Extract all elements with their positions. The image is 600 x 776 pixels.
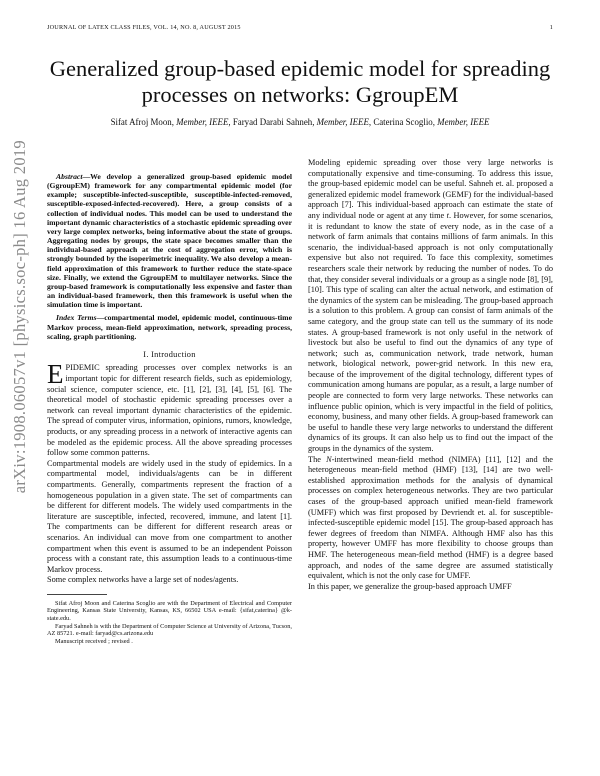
author-3: , Caterina Scoglio, <box>368 117 438 127</box>
abstract-text: —We develop a generalized group-based epidemic model (GgroupEM) framework for any compartmental epidemic model (for example; susceptible-infected-susceptible, susceptible-infected-removed, susceptible-exposed-infected-recovered). Here, a group consists of a collection of individual nodes. This model can be used to understand the important dynamic characteristics of a stochastic epidemic spreading over very large complex networks, being informative about the state of groups. Aggregating nodes by groups, the state space becomes smaller than the individual-based approach at the cost of aggregation error, which is strongly bounded by the isoperimetric inequality. We also develop a mean-field approximation of this framework to further reduce the state-space size. Finally, we extend the GgroupEM to multilayer networks. Since the group-based framework is computationally less expensive and faster than an individual-based framework, then this framework is useful when the simulation time is important. <box>47 172 292 310</box>
author-2: , Faryad Darabi Sahneh, <box>228 117 317 127</box>
arxiv-stamp <box>10 140 34 590</box>
right-paragraph-1-part-a: Modeling epidemic spreading over those very large networks is computationally expensive and time-consuming. To address this issue, the group-based epidemic model can be useful. Sahneh et. al. proposed a generalized epidemic model framework (GEMF) for the individual-based approach [7]. This individual-based approach can estimate the state of any individual node or agent at any time <box>308 158 553 220</box>
intro-paragraph-2: Compartmental models are widely used in the study of epidemics. In a compartmental model, individuals/agents can be in different compartments. Generally, compartments represent the fraction of a homogeneous population in a given state. The set of compartments can be different for different models. The widely used compartments in the literature are susceptible, infected, recovered, immune, and latent [1]. The compartments can be different for different research areas or scenarios. An individual can move from one compartment to another compartment when this event is assumed to be an independent Poisson process with a constant rate, this assumption leads to a continuous-time Markov process. <box>47 458 292 574</box>
n-variable: N <box>326 454 332 464</box>
paper-title: Generalized group-based epidemic model for spreading processes on networks: GgroupEM <box>49 56 551 107</box>
footnote-2: Faryad Sahneh is with the Department of Computer Science at University of Arizona, Tucson, AZ 85721. e-mail: faryad@cs.arizona.edu <box>47 622 292 638</box>
intro-paragraph-1-text: PIDEMIC spreading processes over complex networks is an important topic for different research fields, such as epidemiology, social science, computer science, etc. [1], [2], [3], [4], [5], [6]. The theoretical model of stochastic epidemic spreading processes over a network can reveal important dynamic characteristics of the epidemic. The spread of computer virus, information, opinions, rumors, knowledge, products, or any spreading process in a network of interactive agents can be modeled as the epidemic process. All the above spreading processes follow some common patterns. <box>47 363 292 458</box>
abstract-label: Abstract <box>56 172 83 181</box>
right-column <box>308 158 553 592</box>
author-3-role: Member, IEEE <box>437 117 490 127</box>
author-1: Sifat Afroj Moon, <box>110 117 177 127</box>
footnote-rule <box>47 594 107 595</box>
author-1-role: Member, IEEE <box>176 117 229 127</box>
section-heading-introduction: I. Introduction <box>143 349 196 359</box>
intro-paragraph-3: Some complex networks have a large set of nodes/agents. <box>47 575 239 585</box>
right-paragraph-2 <box>308 455 553 582</box>
index-terms-text: —compartmental model, epidemic model, continuous-time Markov process, mean-field approximation, network, spreading process, scaling, graph partitioning. <box>47 313 293 341</box>
author-list <box>40 117 560 127</box>
running-header <box>47 24 553 31</box>
right-paragraph-2-prefix: The <box>308 454 327 464</box>
right-paragraph-3: In this paper, we generalize the group-based approach UMFF <box>308 581 512 591</box>
footnote-3: Manuscript received ; revised . <box>55 637 133 645</box>
page-number: 1 <box>549 24 553 31</box>
index-terms-label: Index Terms <box>56 313 97 323</box>
index-terms <box>47 313 292 340</box>
abstract <box>47 172 292 309</box>
left-column <box>47 172 292 645</box>
time-variable: t <box>446 210 449 220</box>
intro-paragraph-1 <box>47 359 292 458</box>
footnote-1: Sifat Afroj Moon and Caterina Scoglio are with the Department of Electrical and Computer Engineering, Kansas State University, Kansas, KS, 66502 USA e-mail: {sifat,caterina} @k-state.edu. <box>47 599 292 623</box>
author-2-role: Member, IEEE <box>316 117 369 127</box>
journal-name: JOURNAL OF LATEX CLASS FILES, VOL. 14, NO. 8, AUGUST 2015 <box>47 24 241 31</box>
right-paragraph-2-text: -intertwined mean-field method (NIMFA) [11], [12] and the heterogeneous mean-field method (HMF) [13], [14] are two well-established approximation methods for the analysis of dynamical processes on complex heterogeneous networks. They are two particular cases of the group-based approach unified mean-field framework (UMFF) which was first proposed by Devriendt et. al. for susceptible-infected-susceptible epidemic model [15]. The group-based approach has fewer degrees of freedom than NIMFA. Although HMF also has this property, however UMFF has more flexibility to choose groups than HMF. The heterogeneous mean-field method (HMF) is a degree based approach, and nodes of the same degree are assumed statistically equivalent, which is not the only case for UMFF. <box>308 454 553 581</box>
arxiv-stamp-text: arXiv:1908.06057v1 [physics.soc-ph] 16 Aug 2019 <box>10 140 29 494</box>
right-paragraph-1-part-b: . However, for some scenarios, it is redundant to know the state of every node, as in the case of a network of farm animals that contains millions of farm animals. In this scenario, the individual-based approach is not only computationally expensive but also not required. To face this complexity, sometimes researchers scale their network by reducing the number of nodes. To do that, they consider several individuals or a group as a single node [8], [9], [10]. This type of scaling can alter the actual network, and estimation of the dynamics of the system can be misleading. The group-based approach is a solution to this problem. A group can consist of farm animals of the same category, and the group state can tell us the summary of its node states. A group-based framework is not only useful in the network of livestock but also be useful to find out the dynamics of any type of network; such as, communication network, trade network, human network, biological network, power-grid network. In this new era, because of the improvement of the digital technology, different types of communication among humans are popular, as a result, a large number of people are connected to form very large networks. These networks can influence public opinion, which is very impactful in the field of politics, economy, business, and many other fields. A group-based framework can be useful to handle these very large networks to understand the different dynamics of its groups. It can also help us to find out the impact of the groups in the dynamics of the system. <box>308 210 553 454</box>
drop-cap: E <box>47 359 64 390</box>
right-paragraph-1 <box>308 158 553 455</box>
